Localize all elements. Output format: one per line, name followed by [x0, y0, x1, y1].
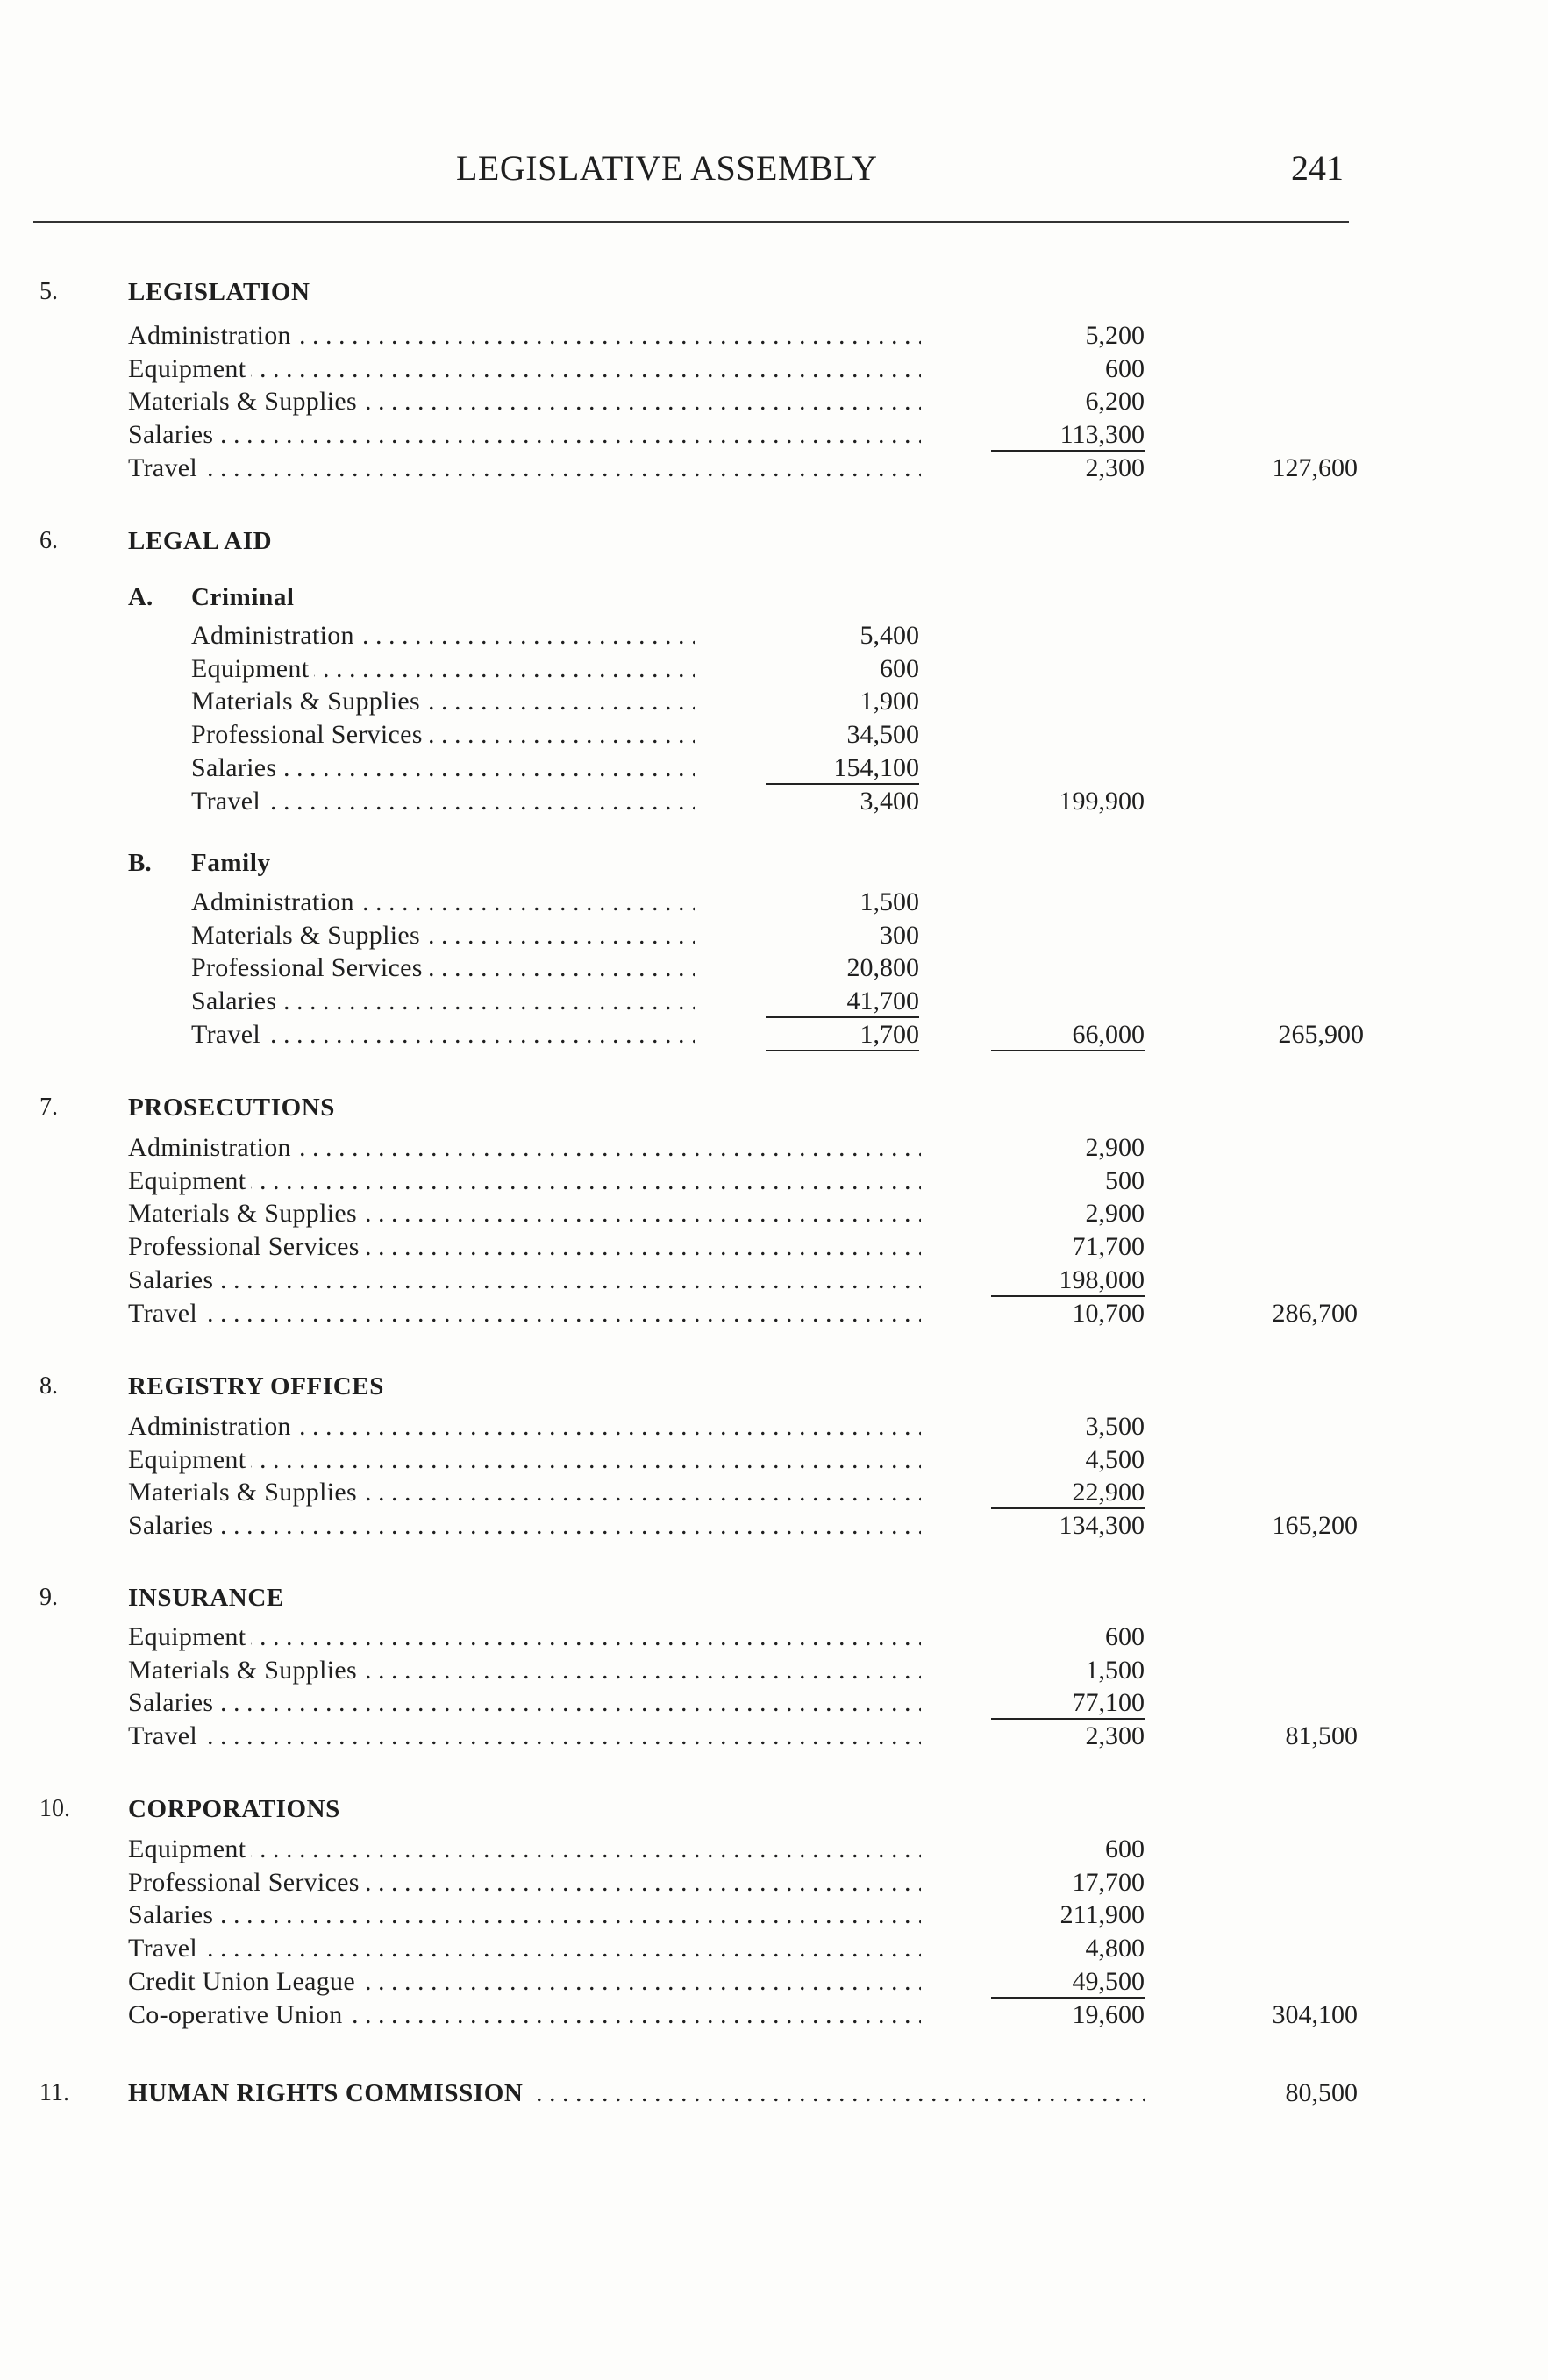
column-rule — [991, 450, 1145, 452]
item-value: 41,700 — [846, 987, 919, 1016]
item-label-text: Administration — [128, 1133, 296, 1162]
item-label-text: Professional Services — [191, 720, 428, 749]
line-item-row — [0, 1443, 1548, 1477]
item-label-text: Salaries — [128, 1688, 218, 1717]
line-item-row — [0, 1230, 1548, 1264]
item-label — [128, 1443, 921, 1477]
line-item-row — [0, 985, 1548, 1018]
line-item-row — [0, 1833, 1548, 1866]
item-label — [128, 1654, 921, 1687]
line-item-row — [0, 1018, 1548, 1051]
section-heading-text: HUMAN RIGHTS COMMISSION — [128, 2079, 528, 2107]
column-rule — [991, 1050, 1145, 1051]
section-total: 127,600 — [1272, 452, 1358, 482]
line-item-row — [0, 951, 1548, 985]
item-value: 134,300 — [1059, 1511, 1145, 1541]
subsection-subtotal: 66,000 — [1072, 1019, 1145, 1049]
line-item-row — [0, 1720, 1548, 1753]
line-item-row — [0, 1654, 1548, 1687]
section-heading: REGISTRY OFFICES — [128, 1372, 384, 1400]
item-label — [191, 652, 695, 686]
item-label — [191, 752, 695, 785]
item-label — [128, 418, 921, 452]
page-header — [0, 140, 1548, 193]
subsection-subtotal: 199,900 — [1059, 786, 1145, 816]
line-item-row — [0, 886, 1548, 919]
item-value: 1,700 — [860, 1019, 919, 1049]
item-label-text: Travel — [128, 1934, 203, 1963]
subsection-heading: Criminal — [191, 583, 295, 611]
item-label — [128, 1621, 921, 1654]
item-label-text: Salaries — [128, 420, 218, 449]
column-rule — [991, 1997, 1145, 1999]
line-item-row — [0, 1899, 1548, 1932]
item-value: 198,000 — [1059, 1265, 1145, 1294]
line-item-row — [0, 1297, 1548, 1330]
item-label — [128, 1197, 921, 1230]
item-label-text: Travel — [191, 1020, 266, 1049]
section-number: 11. — [39, 2079, 69, 2106]
item-label — [128, 1965, 921, 1999]
section-heading-row — [0, 1091, 1548, 1124]
subsection-letter: B. — [128, 849, 152, 877]
item-value: 113,300 — [1059, 420, 1145, 450]
item-label — [191, 785, 695, 818]
item-value: 1,900 — [860, 687, 919, 716]
item-label — [191, 619, 695, 652]
item-value: 17,700 — [1072, 1867, 1145, 1897]
item-label-text: Professional Services — [191, 953, 428, 982]
column-rule — [991, 1295, 1145, 1297]
item-label-text: Salaries — [191, 987, 282, 1015]
line-item-row — [0, 1999, 1548, 2032]
item-value: 2,900 — [1085, 1133, 1145, 1162]
item-label-text: Equipment — [128, 1835, 251, 1863]
line-item-row — [0, 652, 1548, 686]
item-label-text: Equipment — [128, 1445, 251, 1474]
item-label — [128, 385, 921, 418]
line-item-row — [0, 752, 1548, 785]
section-total: 80,500 — [1285, 2078, 1358, 2107]
item-value: 4,800 — [1085, 1934, 1145, 1963]
section-total: 81,500 — [1285, 1721, 1358, 1751]
section-number: 5. — [39, 278, 58, 305]
line-item-row — [0, 385, 1548, 418]
line-item-row — [0, 718, 1548, 752]
line-item-row — [0, 1165, 1548, 1198]
item-label — [128, 319, 921, 353]
item-label-text: Salaries — [191, 753, 282, 782]
item-label — [128, 1410, 921, 1443]
section-heading: PROSECUTIONS — [128, 1094, 336, 1122]
item-value: 19,600 — [1072, 1999, 1145, 2029]
item-label-text: Travel — [128, 1299, 203, 1328]
item-label — [128, 1297, 921, 1330]
line-item-row — [0, 1621, 1548, 1654]
item-label-text: Equipment — [191, 654, 314, 683]
header-rule — [33, 221, 1349, 223]
item-value: 2,300 — [1085, 452, 1145, 482]
line-item-row — [0, 1410, 1548, 1443]
column-rule — [991, 1507, 1145, 1509]
item-label-text: Materials & Supplies — [128, 1478, 362, 1507]
column-rule — [991, 1718, 1145, 1720]
item-label — [128, 1686, 921, 1720]
subsection-letter: A. — [128, 583, 153, 611]
section-heading: CORPORATIONS — [128, 1795, 340, 1823]
item-label-text: Equipment — [128, 1622, 251, 1651]
item-label — [128, 1932, 921, 1965]
item-label-text: Salaries — [128, 1265, 218, 1294]
item-value: 1,500 — [860, 887, 919, 916]
item-value: 3,500 — [1085, 1412, 1145, 1441]
section-heading-row — [0, 275, 1548, 309]
section-number: 10. — [39, 1795, 70, 1822]
line-item-row — [0, 619, 1548, 652]
item-label-text: Administration — [191, 621, 360, 650]
item-label-text: Salaries — [128, 1900, 218, 1929]
section-heading-row — [0, 1792, 1548, 1826]
item-label — [128, 1165, 921, 1198]
item-label-text: Administration — [128, 321, 296, 350]
item-value: 34,500 — [846, 720, 919, 750]
section-total: 286,700 — [1272, 1298, 1358, 1328]
item-value: 3,400 — [860, 786, 919, 816]
item-value: 1,500 — [1085, 1655, 1145, 1685]
item-label-text: Administration — [191, 887, 360, 916]
item-label-text: Materials & Supplies — [128, 1656, 362, 1685]
item-value: 211,900 — [1059, 1900, 1145, 1930]
line-item-row — [0, 1866, 1548, 1899]
line-item-row — [0, 1476, 1548, 1509]
line-item-row — [0, 353, 1548, 386]
item-label — [128, 452, 921, 485]
column-rule — [766, 1016, 919, 1018]
item-label — [191, 951, 695, 985]
section-total: 265,900 — [1278, 1019, 1364, 1049]
item-label-text: Materials & Supplies — [128, 1199, 362, 1228]
item-value: 5,400 — [860, 621, 919, 650]
item-label — [191, 919, 695, 952]
item-value: 4,500 — [1085, 1444, 1145, 1474]
item-value: 6,200 — [1085, 387, 1145, 417]
item-label — [128, 353, 921, 386]
item-value: 500 — [1105, 1165, 1145, 1195]
item-label — [191, 985, 695, 1018]
item-value: 600 — [1105, 353, 1145, 383]
item-label — [128, 1264, 921, 1297]
line-item-row — [0, 685, 1548, 718]
item-label — [191, 685, 695, 718]
section-number: 7. — [39, 1094, 58, 1121]
line-item-row — [0, 1965, 1548, 1999]
section-heading: INSURANCE — [128, 1584, 284, 1612]
column-rule — [766, 783, 919, 785]
item-value: 71,700 — [1072, 1232, 1145, 1262]
section-heading-row — [0, 1581, 1548, 1614]
line-item-row — [0, 785, 1548, 818]
section-heading: LEGAL AID — [128, 527, 273, 555]
subsection-heading-row — [0, 846, 1548, 880]
item-label-text: Travel — [128, 453, 203, 482]
item-value: 600 — [1105, 1622, 1145, 1651]
item-label-text: Travel — [128, 1721, 203, 1750]
line-item-row — [0, 1197, 1548, 1230]
subsection-heading-row — [0, 581, 1548, 614]
line-item-row — [0, 1932, 1548, 1965]
item-label — [128, 1899, 921, 1932]
item-value: 2,900 — [1085, 1199, 1145, 1229]
section-heading: LEGISLATION — [128, 278, 310, 306]
item-label — [128, 1866, 921, 1899]
item-label-text: Credit Union League — [128, 1967, 360, 1996]
item-label-text: Administration — [128, 1412, 296, 1441]
item-label — [128, 1476, 921, 1509]
item-label — [128, 1999, 921, 2032]
item-label-text: Professional Services — [128, 1232, 365, 1261]
section-number: 8. — [39, 1372, 58, 1400]
section-heading — [128, 2077, 1145, 2110]
item-label-text: Co-operative Union — [128, 2000, 348, 2029]
section-total: 304,100 — [1272, 1999, 1358, 2029]
item-value: 77,100 — [1072, 1688, 1145, 1718]
item-label — [191, 1018, 695, 1051]
line-item-row — [0, 319, 1548, 353]
line-item-row — [0, 1264, 1548, 1297]
subsection-heading: Family — [191, 849, 271, 877]
page-number: 241 — [1291, 148, 1344, 188]
item-value: 600 — [880, 653, 919, 683]
item-label — [128, 1230, 921, 1264]
item-label — [128, 1720, 921, 1753]
item-label-text: Travel — [191, 787, 266, 816]
item-value: 2,300 — [1085, 1721, 1145, 1751]
section-heading-row — [0, 2077, 1548, 2110]
page-title: LEGISLATIVE ASSEMBLY — [456, 148, 878, 188]
item-label-text: Equipment — [128, 354, 251, 383]
item-label — [128, 1833, 921, 1866]
item-value: 154,100 — [833, 752, 919, 782]
line-item-row — [0, 1131, 1548, 1165]
line-item-row — [0, 919, 1548, 952]
item-label-text: Equipment — [128, 1166, 251, 1195]
line-item-row — [0, 1686, 1548, 1720]
item-value: 300 — [880, 920, 919, 950]
item-value: 20,800 — [846, 953, 919, 983]
section-number: 9. — [39, 1584, 58, 1611]
item-label-text: Professional Services — [128, 1868, 365, 1897]
item-value: 49,500 — [1072, 1966, 1145, 1996]
item-value: 600 — [1105, 1835, 1145, 1863]
item-label-text: Materials & Supplies — [128, 387, 362, 416]
section-heading-row — [0, 1370, 1548, 1403]
line-item-row — [0, 418, 1548, 452]
item-label-text: Materials & Supplies — [191, 687, 425, 716]
section-total: 165,200 — [1272, 1511, 1358, 1541]
item-label — [128, 1509, 921, 1543]
item-label — [128, 1131, 921, 1165]
item-value: 22,900 — [1072, 1478, 1145, 1507]
section-heading-row — [0, 524, 1548, 558]
item-value: 5,200 — [1085, 321, 1145, 350]
item-value: 10,700 — [1072, 1298, 1145, 1328]
item-label-text: Salaries — [128, 1511, 218, 1540]
section-number: 6. — [39, 527, 58, 554]
line-item-row — [0, 1509, 1548, 1543]
item-label — [191, 886, 695, 919]
item-label — [191, 718, 695, 752]
item-label-text: Materials & Supplies — [191, 921, 425, 950]
line-item-row — [0, 452, 1548, 485]
column-rule — [766, 1050, 919, 1051]
